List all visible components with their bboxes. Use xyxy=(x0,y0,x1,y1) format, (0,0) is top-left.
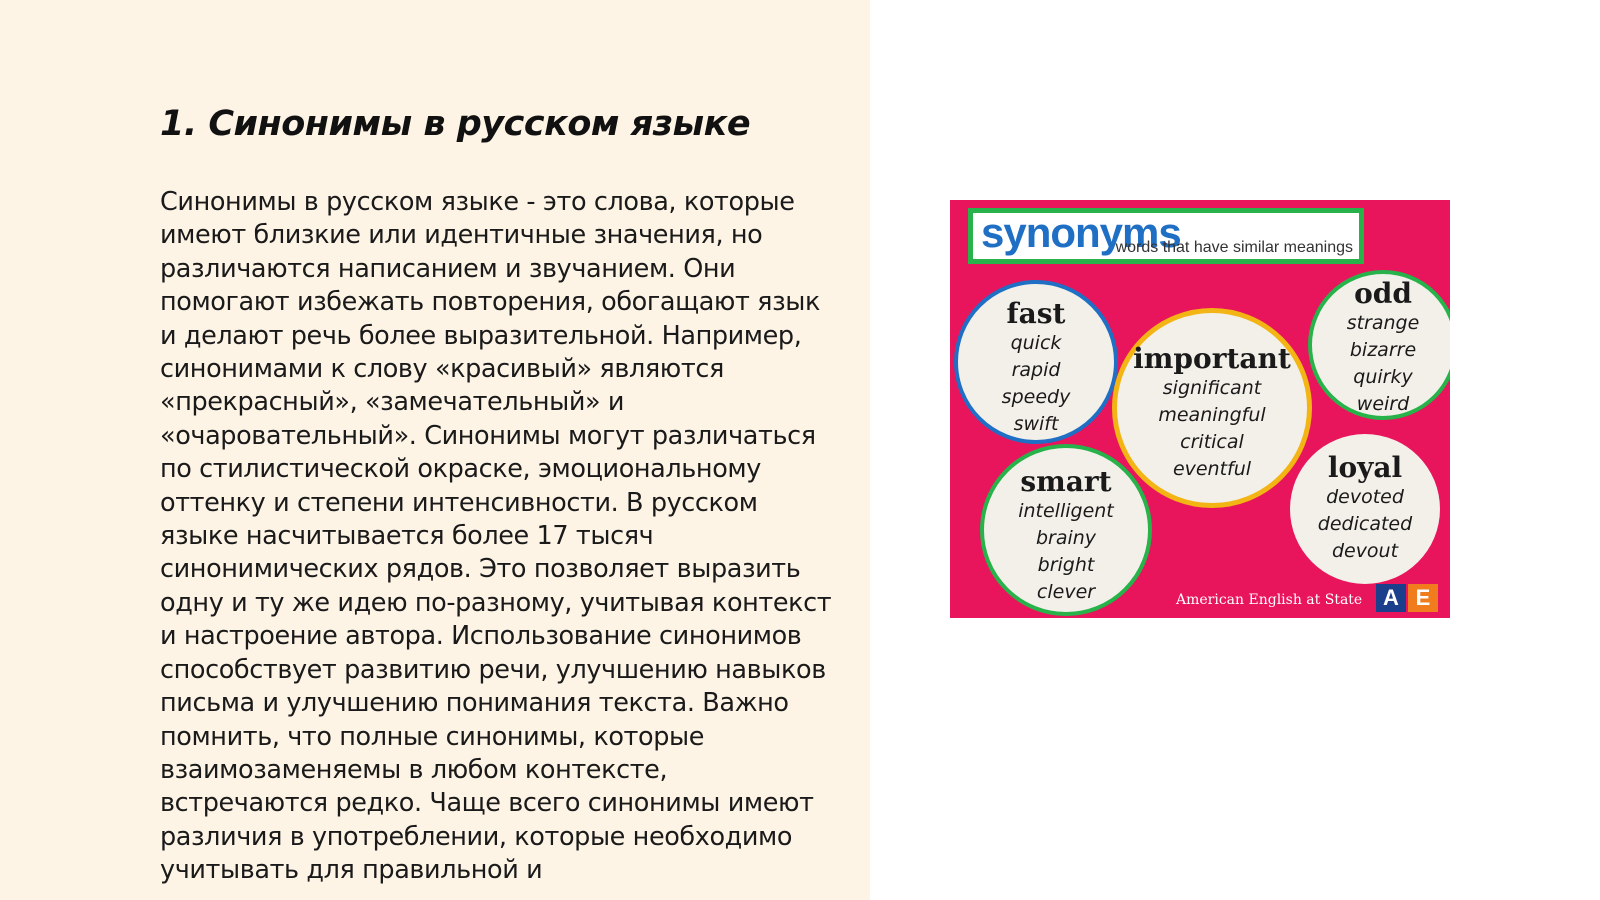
bubble-word: speedy xyxy=(1001,386,1071,408)
bubble-word: devout xyxy=(1331,540,1399,562)
bubble-heading: fast xyxy=(1006,297,1066,330)
bubble-heading: smart xyxy=(1020,465,1112,498)
poster-header xyxy=(968,208,1364,264)
bubble-word: intelligent xyxy=(1018,500,1114,522)
bubble-word: quick xyxy=(1010,332,1062,354)
bubble-word: rapid xyxy=(1011,359,1061,381)
bubble-heading: loyal xyxy=(1327,451,1403,484)
bubble-word: significant xyxy=(1162,377,1262,399)
bubble-word: critical xyxy=(1180,431,1244,453)
poster-title: synonyms xyxy=(981,209,1181,256)
bubble-word: strange xyxy=(1346,312,1420,334)
bubble-word: swift xyxy=(1013,413,1059,435)
bubble-word: weird xyxy=(1356,393,1410,415)
slide-body-text: Синонимы в русском языке - это слова, которые имеют близкие или идентичные значения, но различаются написанием и звучанием. Они помогают избежать повторения, обогащают язык и делают речь более выразительной. Например, синонимами к слову «красивый» являются «прекрасный», «замечательный» и «очаровательный». Синонимы могут различаться по стилистической окраске, эмоциональному оттенку и степени интенсивности. В русском языке насчитывается более 17 тысяч синонимических рядов. Это позволяет выразить одну и ту же идею по-разному, учитывая контекст и настроение автора. Использование синонимов способствует развитию речи, улучшению навыков письма и улучшению понимания текста. Важно помнить, что полные синонимы, которые взаимозаменяемы в любом контексте, встречаются редко. Чаще всего синонимы имеют различия в употреблении, которые необходимо учитывать для правильной и xyxy=(160,187,832,886)
bubble-odd xyxy=(1308,270,1450,420)
bubble-word: brainy xyxy=(1035,527,1097,549)
bubble-heading: odd xyxy=(1354,277,1412,310)
ae-logo-a: A xyxy=(1376,584,1406,612)
bubble-word: clever xyxy=(1036,581,1096,603)
bubble-smart xyxy=(980,444,1152,616)
bubble-word: bizarre xyxy=(1349,339,1417,361)
bubble-loyal xyxy=(1290,434,1440,584)
bubble-word: devoted xyxy=(1326,486,1404,508)
poster-credit: American English at State xyxy=(1176,592,1363,608)
bubble-word: dedicated xyxy=(1317,513,1413,535)
slide-title: 1. Синонимы в русском языке xyxy=(160,104,751,144)
poster-subtitle: words that have similar meanings xyxy=(1115,239,1353,256)
ae-logo-e: E xyxy=(1408,584,1438,612)
bubble-word: meaningful xyxy=(1158,404,1266,426)
bubble-word: bright xyxy=(1037,554,1095,576)
bubble-word: eventful xyxy=(1172,458,1252,480)
bubble-word: quirky xyxy=(1353,366,1413,388)
bubble-heading: important xyxy=(1133,342,1291,375)
synonyms-poster-image xyxy=(950,200,1450,618)
bubble-fast xyxy=(954,280,1118,444)
